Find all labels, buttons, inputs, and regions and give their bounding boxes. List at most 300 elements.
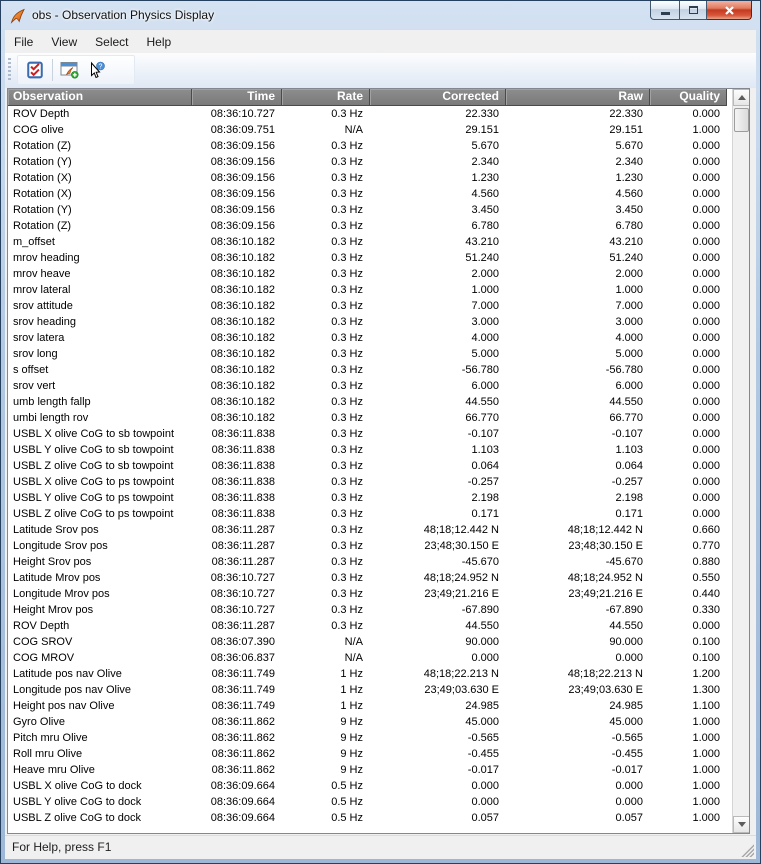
- quality-value: 0.000: [692, 316, 720, 328]
- time-value: 08:36:10.182: [210, 396, 275, 408]
- raw-value: 0.171: [615, 508, 643, 520]
- toolbar-separator: [52, 59, 53, 81]
- corrected-value: 3.450: [471, 204, 499, 216]
- raw-value: 23;49;21.216 E: [568, 588, 643, 600]
- time-value: 08:36:11.838: [211, 476, 275, 488]
- quality-value: 0.000: [692, 364, 720, 376]
- time-value: 08:36:09.664: [210, 812, 275, 824]
- rate-value: 0.3 Hz: [331, 300, 363, 312]
- observation-name: srov vert: [13, 380, 56, 392]
- maximize-button[interactable]: [679, 1, 707, 20]
- table-row[interactable]: [8, 698, 749, 714]
- observation-name: Rotation (Y): [13, 204, 72, 216]
- window-controls: [650, 1, 752, 20]
- quality-value: 0.000: [692, 460, 720, 472]
- raw-value: 23;48;30.150 E: [568, 540, 643, 552]
- observation-name: COG MROV: [13, 652, 75, 664]
- rate-value: N/A: [344, 636, 363, 648]
- table-row[interactable]: [8, 570, 749, 586]
- table-row[interactable]: [8, 346, 749, 362]
- table-row[interactable]: [8, 634, 749, 650]
- corrected-value: -45.670: [461, 556, 499, 568]
- rate-value: 9 Hz: [340, 748, 363, 760]
- table-row[interactable]: [8, 650, 749, 666]
- table-row[interactable]: [8, 218, 749, 234]
- app-icon: [10, 8, 26, 24]
- rate-value: 0.3 Hz: [331, 396, 363, 408]
- time-value: 08:36:09.156: [210, 140, 275, 152]
- column-header-corrected[interactable]: Corrected: [370, 89, 506, 106]
- quality-value: 0.000: [692, 444, 720, 456]
- raw-value: 0.000: [615, 796, 643, 808]
- scrollbar-thumb[interactable]: [734, 108, 749, 132]
- quality-value: 0.000: [692, 284, 720, 296]
- help-pointer-icon: [87, 61, 106, 80]
- corrected-value: 2.000: [471, 268, 499, 280]
- raw-value: -0.565: [611, 732, 643, 744]
- table-row[interactable]: [8, 586, 749, 602]
- quality-value: 0.000: [692, 508, 720, 520]
- observation-name: srov long: [13, 348, 58, 360]
- time-value: 08:36:09.664: [210, 796, 275, 808]
- observation-name: umb length fallp: [13, 396, 91, 408]
- corrected-value: 1.230: [471, 172, 499, 184]
- raw-value: 2.340: [615, 156, 643, 168]
- table-row[interactable]: [8, 426, 749, 442]
- corrected-value: -0.455: [467, 748, 499, 760]
- raw-value: 3.450: [615, 204, 643, 216]
- table-row[interactable]: [8, 746, 749, 762]
- column-header-time[interactable]: Time: [192, 89, 282, 106]
- corrected-value: 0.057: [471, 812, 499, 824]
- table-row[interactable]: [8, 538, 749, 554]
- titlebar[interactable]: [1, 1, 760, 30]
- table-row[interactable]: [8, 202, 749, 218]
- corrected-value: 90.000: [465, 636, 499, 648]
- observation-name: ROV Depth: [13, 620, 70, 632]
- observation-name: USBL X olive CoG to dock: [13, 780, 142, 792]
- raw-value: 1.000: [615, 284, 643, 296]
- time-value: 08:36:09.751: [210, 124, 275, 136]
- table-row[interactable]: [8, 234, 749, 250]
- menu-help[interactable]: Help: [146, 34, 172, 49]
- observation-name: USBL Z olive CoG to sb towpoint: [13, 460, 174, 472]
- time-value: 08:36:10.727: [210, 604, 275, 616]
- observation-name: Gyro Olive: [13, 716, 65, 728]
- raw-value: 44.550: [609, 620, 643, 632]
- table-row[interactable]: [8, 330, 749, 346]
- table-body: [8, 106, 749, 826]
- table-row[interactable]: [8, 394, 749, 410]
- corrected-value: 44.550: [465, 396, 499, 408]
- table-row[interactable]: [8, 490, 749, 506]
- table-row[interactable]: [8, 730, 749, 746]
- quality-value: 0.000: [692, 156, 720, 168]
- corrected-value: 5.000: [471, 348, 499, 360]
- context-help-button[interactable]: [83, 57, 109, 83]
- observation-name: Rotation (Y): [13, 156, 72, 168]
- vertical-scrollbar[interactable]: [732, 89, 749, 833]
- corrected-value: 1.103: [471, 444, 499, 456]
- raw-value: 5.000: [615, 348, 643, 360]
- time-value: 08:36:11.838: [211, 444, 275, 456]
- rate-value: 1 Hz: [340, 684, 363, 696]
- time-value: 08:36:10.182: [210, 284, 275, 296]
- raw-value: -56.780: [605, 364, 643, 376]
- quality-value: 1.000: [692, 732, 720, 744]
- corrected-value: 0.000: [471, 652, 499, 664]
- raw-value: 48;18;12.442 N: [567, 524, 643, 536]
- quality-value: 1.100: [692, 700, 720, 712]
- client-area: [5, 30, 756, 859]
- raw-value: 45.000: [609, 716, 643, 728]
- corrected-value: 51.240: [465, 252, 499, 264]
- quality-value: 0.000: [692, 220, 720, 232]
- toolbar-grip[interactable]: [8, 58, 11, 81]
- raw-value: 0.000: [615, 780, 643, 792]
- column-header-quality[interactable]: Quality: [650, 89, 727, 106]
- minimize-icon: [661, 12, 670, 15]
- table-row[interactable]: [8, 314, 749, 330]
- rate-value: 0.3 Hz: [331, 140, 363, 152]
- quality-value: 0.000: [692, 252, 720, 264]
- observation-name: m_offset: [13, 236, 55, 248]
- time-value: 08:36:10.182: [210, 316, 275, 328]
- quality-value: 0.880: [692, 556, 720, 568]
- time-value: 08:36:11.862: [211, 748, 275, 760]
- table-row[interactable]: [8, 266, 749, 282]
- quality-value: 1.000: [692, 124, 720, 136]
- raw-value: 6.000: [615, 380, 643, 392]
- corrected-value: 6.000: [471, 380, 499, 392]
- rate-value: 0.3 Hz: [331, 604, 363, 616]
- quality-value: 0.000: [692, 172, 720, 184]
- raw-value: -67.890: [605, 604, 643, 616]
- raw-value: 43.210: [609, 236, 643, 248]
- observation-name: s offset: [13, 364, 49, 376]
- rate-value: 0.5 Hz: [331, 780, 363, 792]
- table-row[interactable]: [8, 378, 749, 394]
- rate-value: 0.3 Hz: [331, 220, 363, 232]
- quality-value: 0.000: [692, 348, 720, 360]
- table-row[interactable]: [8, 250, 749, 266]
- time-value: 08:36:11.862: [211, 764, 275, 776]
- corrected-value: 5.670: [471, 140, 499, 152]
- rate-value: 0.3 Hz: [331, 236, 363, 248]
- observation-name: mrov lateral: [13, 284, 71, 296]
- table-row[interactable]: [8, 522, 749, 538]
- rate-value: 9 Hz: [340, 732, 363, 744]
- quality-value: 1.000: [692, 796, 720, 808]
- time-value: 08:36:11.749: [211, 700, 275, 712]
- corrected-value: 6.780: [471, 220, 499, 232]
- corrected-value: 48;18;24.952 N: [423, 572, 499, 584]
- corrected-value: 0.000: [471, 780, 499, 792]
- rate-value: 0.3 Hz: [331, 316, 363, 328]
- table-row[interactable]: [8, 762, 749, 778]
- time-value: 08:36:09.664: [210, 780, 275, 792]
- corrected-value: 4.000: [471, 332, 499, 344]
- time-value: 08:36:09.156: [210, 156, 275, 168]
- raw-value: 3.000: [615, 316, 643, 328]
- rate-value: 0.3 Hz: [331, 428, 363, 440]
- time-value: 08:36:11.838: [211, 508, 275, 520]
- table-row[interactable]: [8, 442, 749, 458]
- observation-name: srov heading: [13, 316, 76, 328]
- rate-value: 0.3 Hz: [331, 364, 363, 376]
- time-value: 08:36:09.156: [210, 188, 275, 200]
- corrected-value: -56.780: [461, 364, 499, 376]
- observation-name: Longitude Srov pos: [13, 540, 108, 552]
- table-row[interactable]: [8, 506, 749, 522]
- table-row[interactable]: [8, 618, 749, 634]
- quality-value: 1.000: [692, 764, 720, 776]
- rate-value: 0.3 Hz: [331, 508, 363, 520]
- time-value: 08:36:11.749: [211, 668, 275, 680]
- time-value: 08:36:10.182: [210, 364, 275, 376]
- rate-value: 0.3 Hz: [331, 284, 363, 296]
- rate-value: 0.3 Hz: [331, 492, 363, 504]
- quality-value: 0.000: [692, 332, 720, 344]
- svg-text:?: ?: [98, 62, 102, 70]
- observation-name: Height pos nav Olive: [13, 700, 115, 712]
- raw-value: 5.670: [615, 140, 643, 152]
- rate-value: 0.3 Hz: [331, 108, 363, 120]
- table-row[interactable]: [8, 298, 749, 314]
- time-value: 08:36:10.182: [210, 332, 275, 344]
- table-row[interactable]: [8, 362, 749, 378]
- rate-value: 1 Hz: [340, 700, 363, 712]
- time-value: 08:36:11.287: [211, 540, 275, 552]
- rate-value: 0.5 Hz: [331, 796, 363, 808]
- corrected-value: -0.017: [467, 764, 499, 776]
- observation-name: USBL Y olive CoG to dock: [13, 796, 142, 808]
- raw-value: 24.985: [609, 700, 643, 712]
- quality-value: 1.000: [692, 716, 720, 728]
- table-row[interactable]: [8, 602, 749, 618]
- time-value: 08:36:10.727: [210, 108, 275, 120]
- quality-value: 0.000: [692, 396, 720, 408]
- raw-value: 23;49;03.630 E: [568, 684, 643, 696]
- observation-name: Longitude pos nav Olive: [13, 684, 132, 696]
- table-row[interactable]: [8, 122, 749, 138]
- table-row[interactable]: [8, 682, 749, 698]
- quality-value: 0.000: [692, 492, 720, 504]
- table-row[interactable]: [8, 138, 749, 154]
- status-message: For Help, press F1: [12, 840, 112, 854]
- time-value: 08:36:06.837: [210, 652, 275, 664]
- table-header: [8, 89, 749, 106]
- corrected-value: 48;18;22.213 N: [423, 668, 499, 680]
- table-row[interactable]: [8, 810, 749, 826]
- observation-name: COG SROV: [13, 636, 73, 648]
- checklist-icon: [26, 61, 44, 79]
- observation-name: Height Mrov pos: [13, 604, 94, 616]
- table-row[interactable]: [8, 714, 749, 730]
- rate-value: 0.3 Hz: [331, 540, 363, 552]
- quality-value: 0.100: [692, 636, 720, 648]
- corrected-value: -0.257: [467, 476, 499, 488]
- table-row[interactable]: [8, 154, 749, 170]
- quality-value: 0.000: [692, 204, 720, 216]
- observation-list-button[interactable]: [22, 57, 48, 83]
- time-value: 08:36:11.838: [211, 428, 275, 440]
- time-value: 08:36:10.182: [210, 380, 275, 392]
- corrected-value: 66.770: [465, 412, 499, 424]
- time-value: 08:36:11.287: [211, 620, 275, 632]
- raw-value: 66.770: [609, 412, 643, 424]
- corrected-value: 2.340: [471, 156, 499, 168]
- rate-value: 9 Hz: [340, 764, 363, 776]
- rate-value: 0.3 Hz: [331, 188, 363, 200]
- corrected-value: 29.151: [465, 124, 499, 136]
- observation-name: USBL Z olive CoG to dock: [13, 812, 141, 824]
- rate-value: N/A: [344, 124, 363, 136]
- maximize-icon: [689, 6, 698, 14]
- corrected-value: 43.210: [465, 236, 499, 248]
- quality-value: 0.000: [692, 188, 720, 200]
- corrected-value: -67.890: [461, 604, 499, 616]
- corrected-value: 45.000: [465, 716, 499, 728]
- raw-value: 0.064: [615, 460, 643, 472]
- table-row[interactable]: [8, 474, 749, 490]
- scrollbar-up-button[interactable]: [733, 89, 750, 106]
- close-icon: [724, 5, 735, 16]
- rate-value: 0.3 Hz: [331, 156, 363, 168]
- observation-name: COG olive: [13, 124, 64, 136]
- raw-value: -0.257: [611, 476, 643, 488]
- corrected-value: 7.000: [471, 300, 499, 312]
- corrected-value: 2.198: [471, 492, 499, 504]
- corrected-value: 3.000: [471, 316, 499, 328]
- observation-name: Rotation (X): [13, 172, 72, 184]
- raw-value: 1.103: [615, 444, 643, 456]
- table-row[interactable]: [8, 170, 749, 186]
- add-display-window-button[interactable]: [57, 57, 83, 83]
- quality-value: 0.000: [692, 108, 720, 120]
- minimize-button[interactable]: [650, 1, 679, 20]
- scrollbar-down-button[interactable]: [733, 816, 750, 833]
- observation-name: umbi length rov: [13, 412, 89, 424]
- table-row[interactable]: [8, 778, 749, 794]
- column-header-observation[interactable]: Observation: [8, 89, 192, 106]
- time-value: 08:36:11.862: [211, 716, 275, 728]
- quality-value: 0.000: [692, 476, 720, 488]
- observation-name: mrov heading: [13, 252, 80, 264]
- corrected-value: 44.550: [465, 620, 499, 632]
- table-row[interactable]: [8, 410, 749, 426]
- observation-name: USBL X olive CoG to ps towpoint: [13, 476, 175, 488]
- rate-value: 0.5 Hz: [331, 812, 363, 824]
- time-value: 08:36:11.287: [211, 556, 275, 568]
- time-value: 08:36:10.182: [210, 300, 275, 312]
- quality-value: 0.000: [692, 428, 720, 440]
- observation-name: Rotation (X): [13, 188, 72, 200]
- column-header-raw[interactable]: Raw: [506, 89, 650, 106]
- rate-value: 0.3 Hz: [331, 556, 363, 568]
- raw-value: 48;18;24.952 N: [567, 572, 643, 584]
- corrected-value: 4.560: [471, 188, 499, 200]
- time-value: 08:36:10.182: [210, 252, 275, 264]
- corrected-value: 23;49;21.216 E: [424, 588, 499, 600]
- rate-value: 0.3 Hz: [331, 204, 363, 216]
- quality-value: 0.000: [692, 380, 720, 392]
- time-value: 08:36:11.838: [211, 460, 275, 472]
- quality-value: 1.000: [692, 812, 720, 824]
- raw-value: 22.330: [609, 108, 643, 120]
- rate-value: 0.3 Hz: [331, 588, 363, 600]
- quality-value: 0.000: [692, 140, 720, 152]
- time-value: 08:36:09.156: [210, 220, 275, 232]
- menu-view[interactable]: View: [51, 34, 78, 49]
- raw-value: 4.000: [615, 332, 643, 344]
- quality-value: 0.000: [692, 300, 720, 312]
- time-value: 08:36:10.727: [210, 572, 275, 584]
- table-row[interactable]: [8, 186, 749, 202]
- quality-value: 0.000: [692, 412, 720, 424]
- rate-value: N/A: [344, 652, 363, 664]
- menu-select[interactable]: Select: [95, 34, 129, 49]
- statusbar: [5, 835, 756, 859]
- observation-name: srov attitude: [13, 300, 73, 312]
- table-row[interactable]: [8, 666, 749, 682]
- raw-value: 2.198: [615, 492, 643, 504]
- corrected-value: 0.171: [471, 508, 499, 520]
- rate-value: 0.3 Hz: [331, 348, 363, 360]
- quality-value: 1.000: [692, 780, 720, 792]
- rate-value: 0.3 Hz: [331, 476, 363, 488]
- table-row[interactable]: [8, 554, 749, 570]
- quality-value: 0.330: [692, 604, 720, 616]
- observation-name: Pitch mru Olive: [13, 732, 88, 744]
- observation-name: USBL Y olive CoG to sb towpoint: [13, 444, 174, 456]
- rate-value: 0.3 Hz: [331, 620, 363, 632]
- corrected-value: 23;49;03.630 E: [424, 684, 499, 696]
- table-row[interactable]: [8, 458, 749, 474]
- quality-value: 0.000: [692, 620, 720, 632]
- quality-value: 0.000: [692, 268, 720, 280]
- table-row[interactable]: [8, 794, 749, 810]
- time-value: 08:36:11.287: [211, 524, 275, 536]
- raw-value: 44.550: [609, 396, 643, 408]
- observation-name: Height Srov pos: [13, 556, 92, 568]
- observation-name: Latitude pos nav Olive: [13, 668, 122, 680]
- toolbar: [5, 53, 756, 88]
- raw-value: -45.670: [605, 556, 643, 568]
- rate-value: 0.3 Hz: [331, 332, 363, 344]
- table-row[interactable]: [8, 282, 749, 298]
- observation-name: USBL Y olive CoG to ps towpoint: [13, 492, 174, 504]
- rate-value: 9 Hz: [340, 716, 363, 728]
- corrected-value: 1.000: [471, 284, 499, 296]
- corrected-value: 48;18;12.442 N: [423, 524, 499, 536]
- rate-value: 0.3 Hz: [331, 460, 363, 472]
- corrected-value: -0.565: [467, 732, 499, 744]
- observation-name: Roll mru Olive: [13, 748, 83, 760]
- quality-value: 0.770: [692, 540, 720, 552]
- column-header-rate[interactable]: Rate: [282, 89, 370, 106]
- observation-name: ROV Depth: [13, 108, 70, 120]
- resize-grip[interactable]: [741, 844, 754, 857]
- time-value: 08:36:10.182: [210, 236, 275, 248]
- quality-value: 1.300: [692, 684, 720, 696]
- time-value: 08:36:09.156: [210, 172, 275, 184]
- close-button[interactable]: [707, 1, 752, 20]
- quality-value: 0.100: [692, 652, 720, 664]
- rate-value: 1 Hz: [340, 668, 363, 680]
- table-row[interactable]: [8, 106, 749, 122]
- menu-file[interactable]: File: [14, 34, 34, 49]
